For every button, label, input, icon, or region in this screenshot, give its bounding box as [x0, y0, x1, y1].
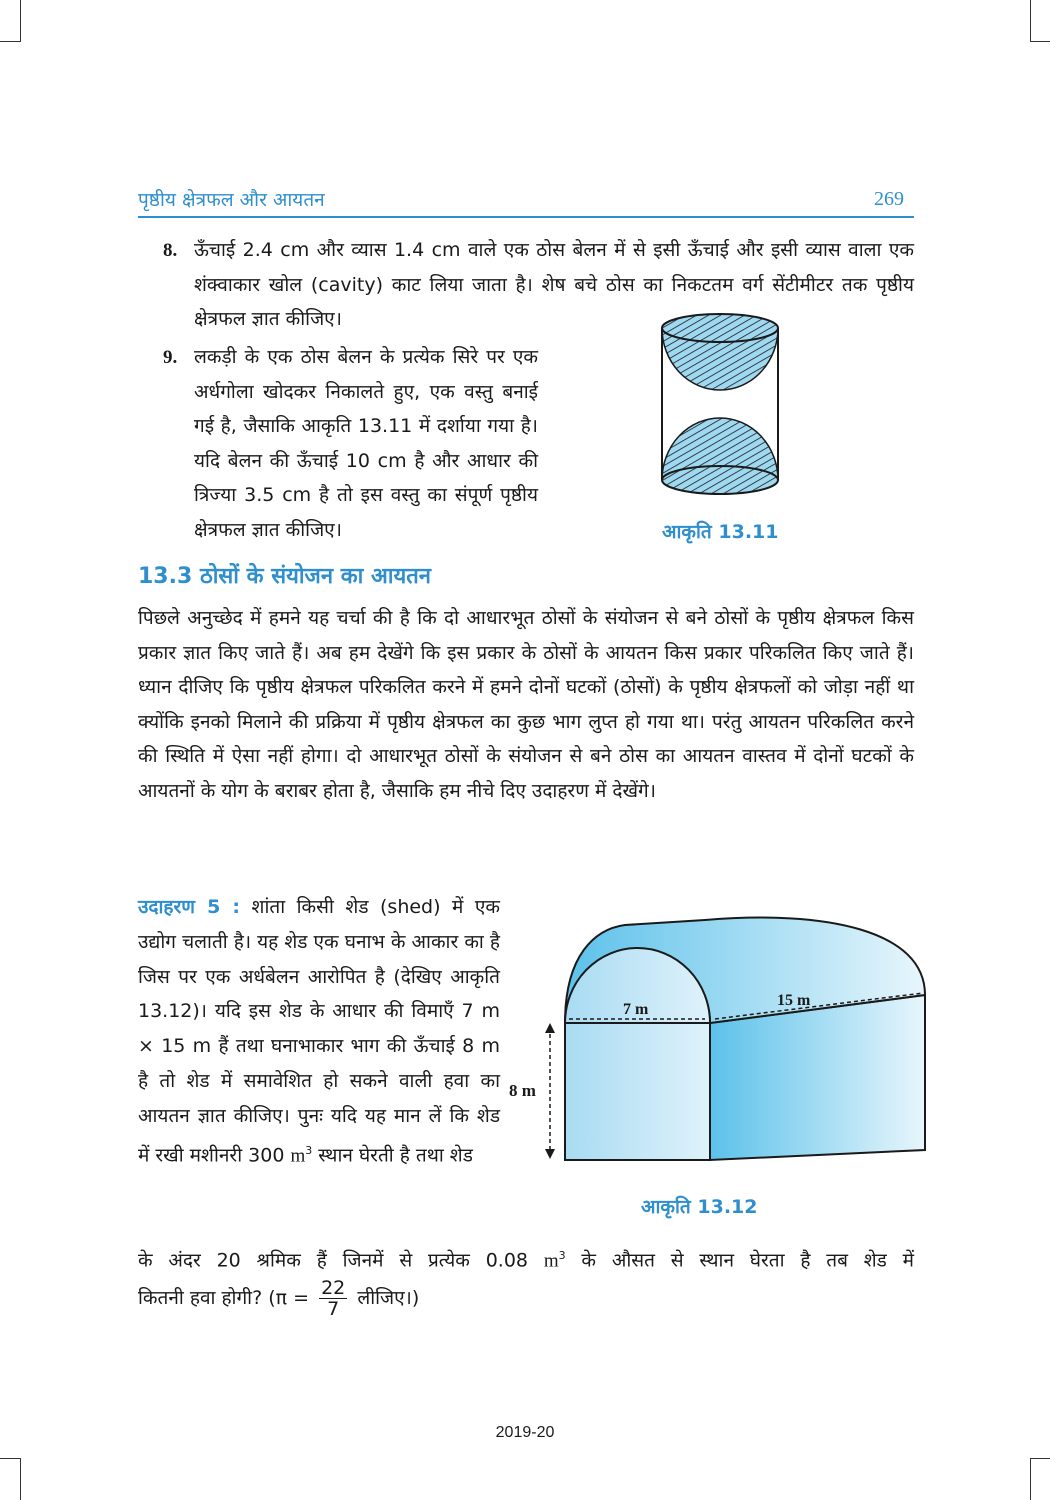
last-line-end: लीजिए।)	[357, 1287, 420, 1309]
crop-mark	[0, 41, 21, 42]
fraction-numerator: 22	[321, 1277, 346, 1299]
section-heading: 13.3 ठोसों के संयोजन का आयतन	[138, 564, 431, 589]
example-5-side-text	[138, 890, 500, 1174]
example-text-full: के अंदर 20 श्रमिक हैं जिनमें से प्रत्येक 0.08	[138, 1249, 529, 1272]
last-line-start: कितनी हवा होगी? (π =	[138, 1287, 310, 1309]
example-text-end: स्थान घेरती है तथा शेड	[318, 1143, 473, 1166]
footer-year: 2019-20	[495, 1424, 555, 1441]
dimension-height-label: 8 m	[509, 1081, 536, 1100]
crop-mark	[1030, 1458, 1050, 1459]
example-text: शांता किसी शेड (shed) में एक उद्योग चलाती है। यह शेड एक घनाभ के आकार का है जिस पर एक अर्धबेलन आरोपित है (देखिए आकृति 13.12)। यदि इस शेड के आधार की विमाएँ 7 m × 15 m हैं तथा घनाभाकार भाग की ऊँचाई 8 m है तो शेड में समावेशित हो सकने वाली हवा का आयतन ज्ञात कीजिए। पुनः यदि यह मान लें कि शेड में रखी मशीनरी 300	[138, 896, 500, 1166]
header-rule	[138, 216, 914, 218]
question-8-text: ऊँचाई 2.4 cm और व्यास 1.4 cm वाले एक ठोस बेलन में से इसी ऊँचाई और इसी व्यास वाला एक शंक्वाकार खोल (cavity) काट लिया जाता है। शेष बचे ठोस का निकटतम वर्ग सेंटीमीटर तक पृष्ठीय क्षेत्रफल ज्ञात कीजिए।	[194, 239, 914, 330]
crop-mark	[1030, 1458, 1031, 1500]
dimension-width-label: 7 m	[623, 1001, 649, 1018]
example-label: उदाहरण 5 :	[138, 896, 241, 918]
unit-m: m	[290, 1144, 306, 1166]
example-5-last-line	[138, 1278, 419, 1319]
crop-mark	[0, 1458, 21, 1459]
fraction-denominator: 7	[327, 1298, 340, 1320]
page-number: 269	[874, 188, 904, 210]
question-9-text: लकड़ी के एक ठोस बेलन के प्रत्येक सिरे पर एक अर्धगोला खोदकर निकालते हुए, एक वस्तु बनाई गई है, जैसाकि आकृति 13.11 में दर्शाया गया है। यदि बेलन की ऊँचाई 10 cm है और आधार की त्रिज्या 3.5 cm है तो इस वस्तु का संपूर्ण पृष्ठीय क्षेत्रफल ज्ञात कीजिए।	[194, 346, 538, 541]
superscript-3: 3	[305, 1143, 313, 1157]
unit-m: m	[543, 1250, 559, 1272]
example-text-full-end: के औसत से स्थान घेरता है तब शेड में	[581, 1249, 914, 1272]
question-number: 8.	[163, 240, 178, 261]
superscript-3: 3	[558, 1249, 566, 1262]
figure-13-11-cylinder-hemispheres	[650, 300, 790, 510]
figure-13-12-caption: आकृति 13.12	[641, 1196, 758, 1218]
pi-fraction	[319, 1278, 347, 1319]
example-5-full-text	[138, 1239, 914, 1279]
figure-13-11-caption: आकृति 13.11	[662, 521, 779, 543]
question-number: 9.	[163, 347, 178, 368]
figure-13-12-shed	[505, 915, 935, 1175]
crop-mark	[1030, 0, 1031, 42]
dimension-length-label: 15 m	[777, 992, 811, 1009]
running-header-title: पृष्ठीय क्षेत्रफल और आयतन	[138, 189, 325, 211]
crop-mark	[20, 0, 21, 42]
crop-mark	[1030, 41, 1050, 42]
section-paragraph: पिछले अनुच्छेद में हमने यह चर्चा की है कि दो आधारभूत ठोसों के संयोजन से बने ठोसों के पृष्ठीय क्षेत्रफल किस प्रकार ज्ञात किए जाते हैं। अब हम देखेंगे कि इस प्रकार के ठोसों के आयतन किस प्रकार परिकलित किए जाते हैं। ध्यान दीजिए कि पृष्ठीय क्षेत्रफल परिकलित करने में हमने दोनों घटकों (ठोसों) के पृष्ठीय क्षेत्रफलों को जोड़ा नहीं था क्योंकि इनको मिलाने की प्रक्रिया में पृष्ठीय क्षेत्रफल का कुछ भाग लुप्त हो गया था। परंतु आयतन परिकलित करने की स्थिति में ऐसा नहीं होगा। दो आधारभूत ठोसों के संयोजन से बने ठोस का आयतन वास्तव में दोनों घटकों के आयतनों के योग के बराबर होता है, जैसाकि हम नीचे दिए उदाहरण में देखेंगे।	[138, 607, 914, 802]
crop-mark	[20, 1458, 21, 1500]
